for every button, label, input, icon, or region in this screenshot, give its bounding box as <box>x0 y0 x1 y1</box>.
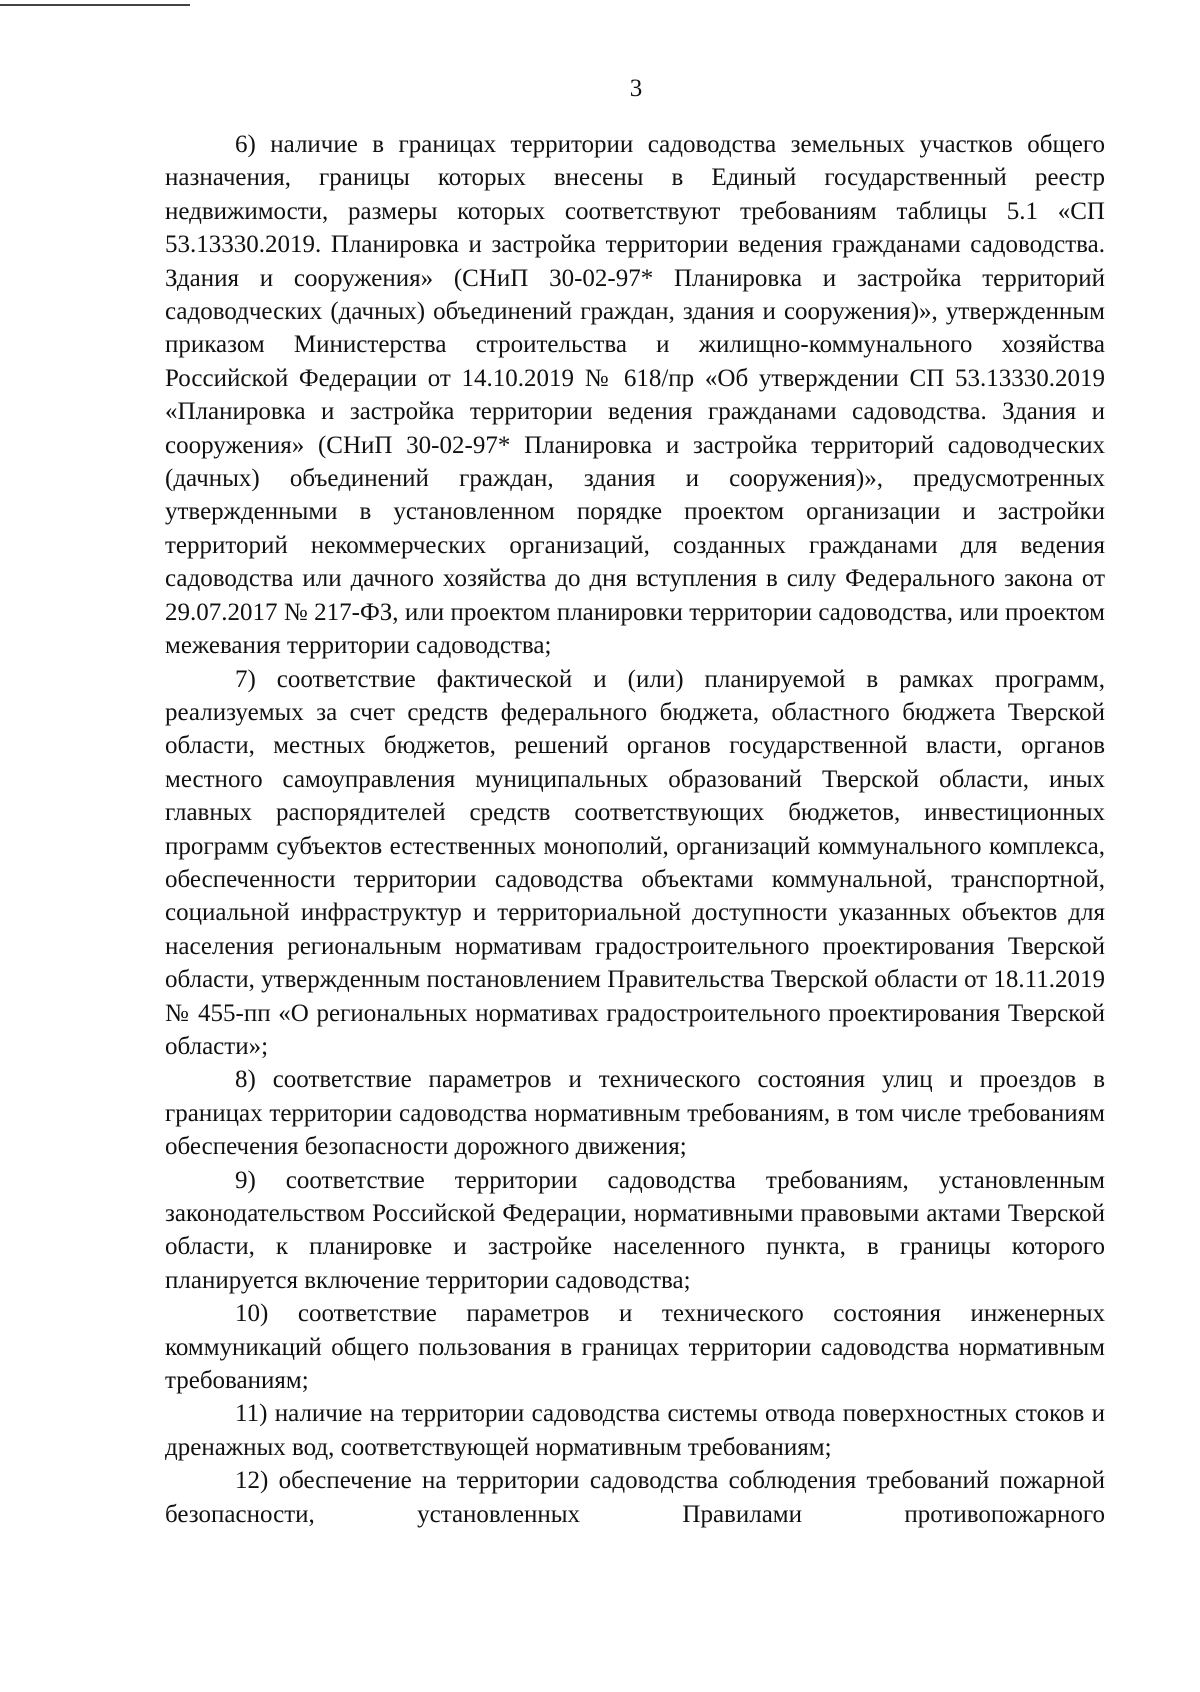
paragraph-item-8: 8) соответствие параметров и технического состояния улиц и проездов в границах территории садоводства нормативным требованиям, в том числе требованиям обеспечения безопасности дорожного движения; <box>165 1066 1105 1161</box>
paragraph-item-7: 7) соответствие фактической и (или) планируемой в рамках программ, реализуемых за счет средств федерального бюджета, областного бюджета Тверской области, местных бюджетов, решений органов государственной власти, органов местного самоуправления муниципальных образований Тверской области, иных главных распорядителей средств соответствующих бюджетов, инвестиционных программ субъектов естественных монополий, организаций коммунального комплекса, обеспеченности территории садоводства объектами коммунальной, транспортной, социальной инфраструктур и территориальной доступности указанных объектов для населения региональным нормативам градостроительного проектирования Тверской области, утвержденным постановлением Правительства Тверской области от 18.11.2019 № 455-пп «О региональных нормативах градостроительного проектирования Тверской области»; <box>165 665 1105 1060</box>
scan-edge-line <box>0 4 190 6</box>
paragraph-item-11: 11) наличие на территории садоводства системы отвода поверхностных стоков и дренажных вод, соответствующей нормативным требованиям; <box>165 1400 1105 1461</box>
page-number: 3 <box>629 75 643 102</box>
document-body <box>165 128 1105 1531</box>
paragraph-item-9: 9) соответствие территории садоводства требованиям, установленным законодательством Российской Федерации, нормативными правовыми актами Тверской области, к планировке и застройке населенного пункта, в границы которого планируется включение территории садоводства; <box>165 1166 1105 1294</box>
paragraph-item-6: 6) наличие в границах территории садоводства земельных участков общего назначения, границы которых внесены в Единый государственный реестр недвижимости, размеры которых соответствуют требованиям таблицы 5.1 «СП 53.13330.2019. Планировка и застройка территории ведения гражданами садоводства. Здания и сооружения» (СНиП 30-02-97* Планировка и застройка территорий садоводческих (дачных) объединений граждан, здания и сооружения)», утвержденным приказом Министерства строительства и жилищно-коммунального хозяйства Российской Федерации от 14.10.2019 № 618/пр «Об утверждении СП 53.13330.2019 «Планировка и застройка территории ведения гражданами садоводства. Здания и сооружения» (СНиП 30-02-97* Планировка и застройка территорий садоводческих (дачных) объединений граждан, здания и сооружения)», предусмотренных утвержденными в установленном порядке проектом организации и застройки территорий некоммерческих организаций, созданных гражданами для ведения садоводства или дачного хозяйства до дня вступления в силу Федерального закона от 29.07.2017 № 217-ФЗ, или проектом планировки территории садоводства, или проектом межевания территории садоводства; <box>165 131 1105 660</box>
paragraph-item-12: 12) обеспечение на территории садоводства соблюдения требований пожарной безопасности, установленных Правилами противопожарного <box>165 1467 1105 1528</box>
paragraph-item-10: 10) соответствие параметров и технического состояния инженерных коммуникаций общего пользования в границах территории садоводства нормативным требованиям; <box>165 1300 1105 1395</box>
